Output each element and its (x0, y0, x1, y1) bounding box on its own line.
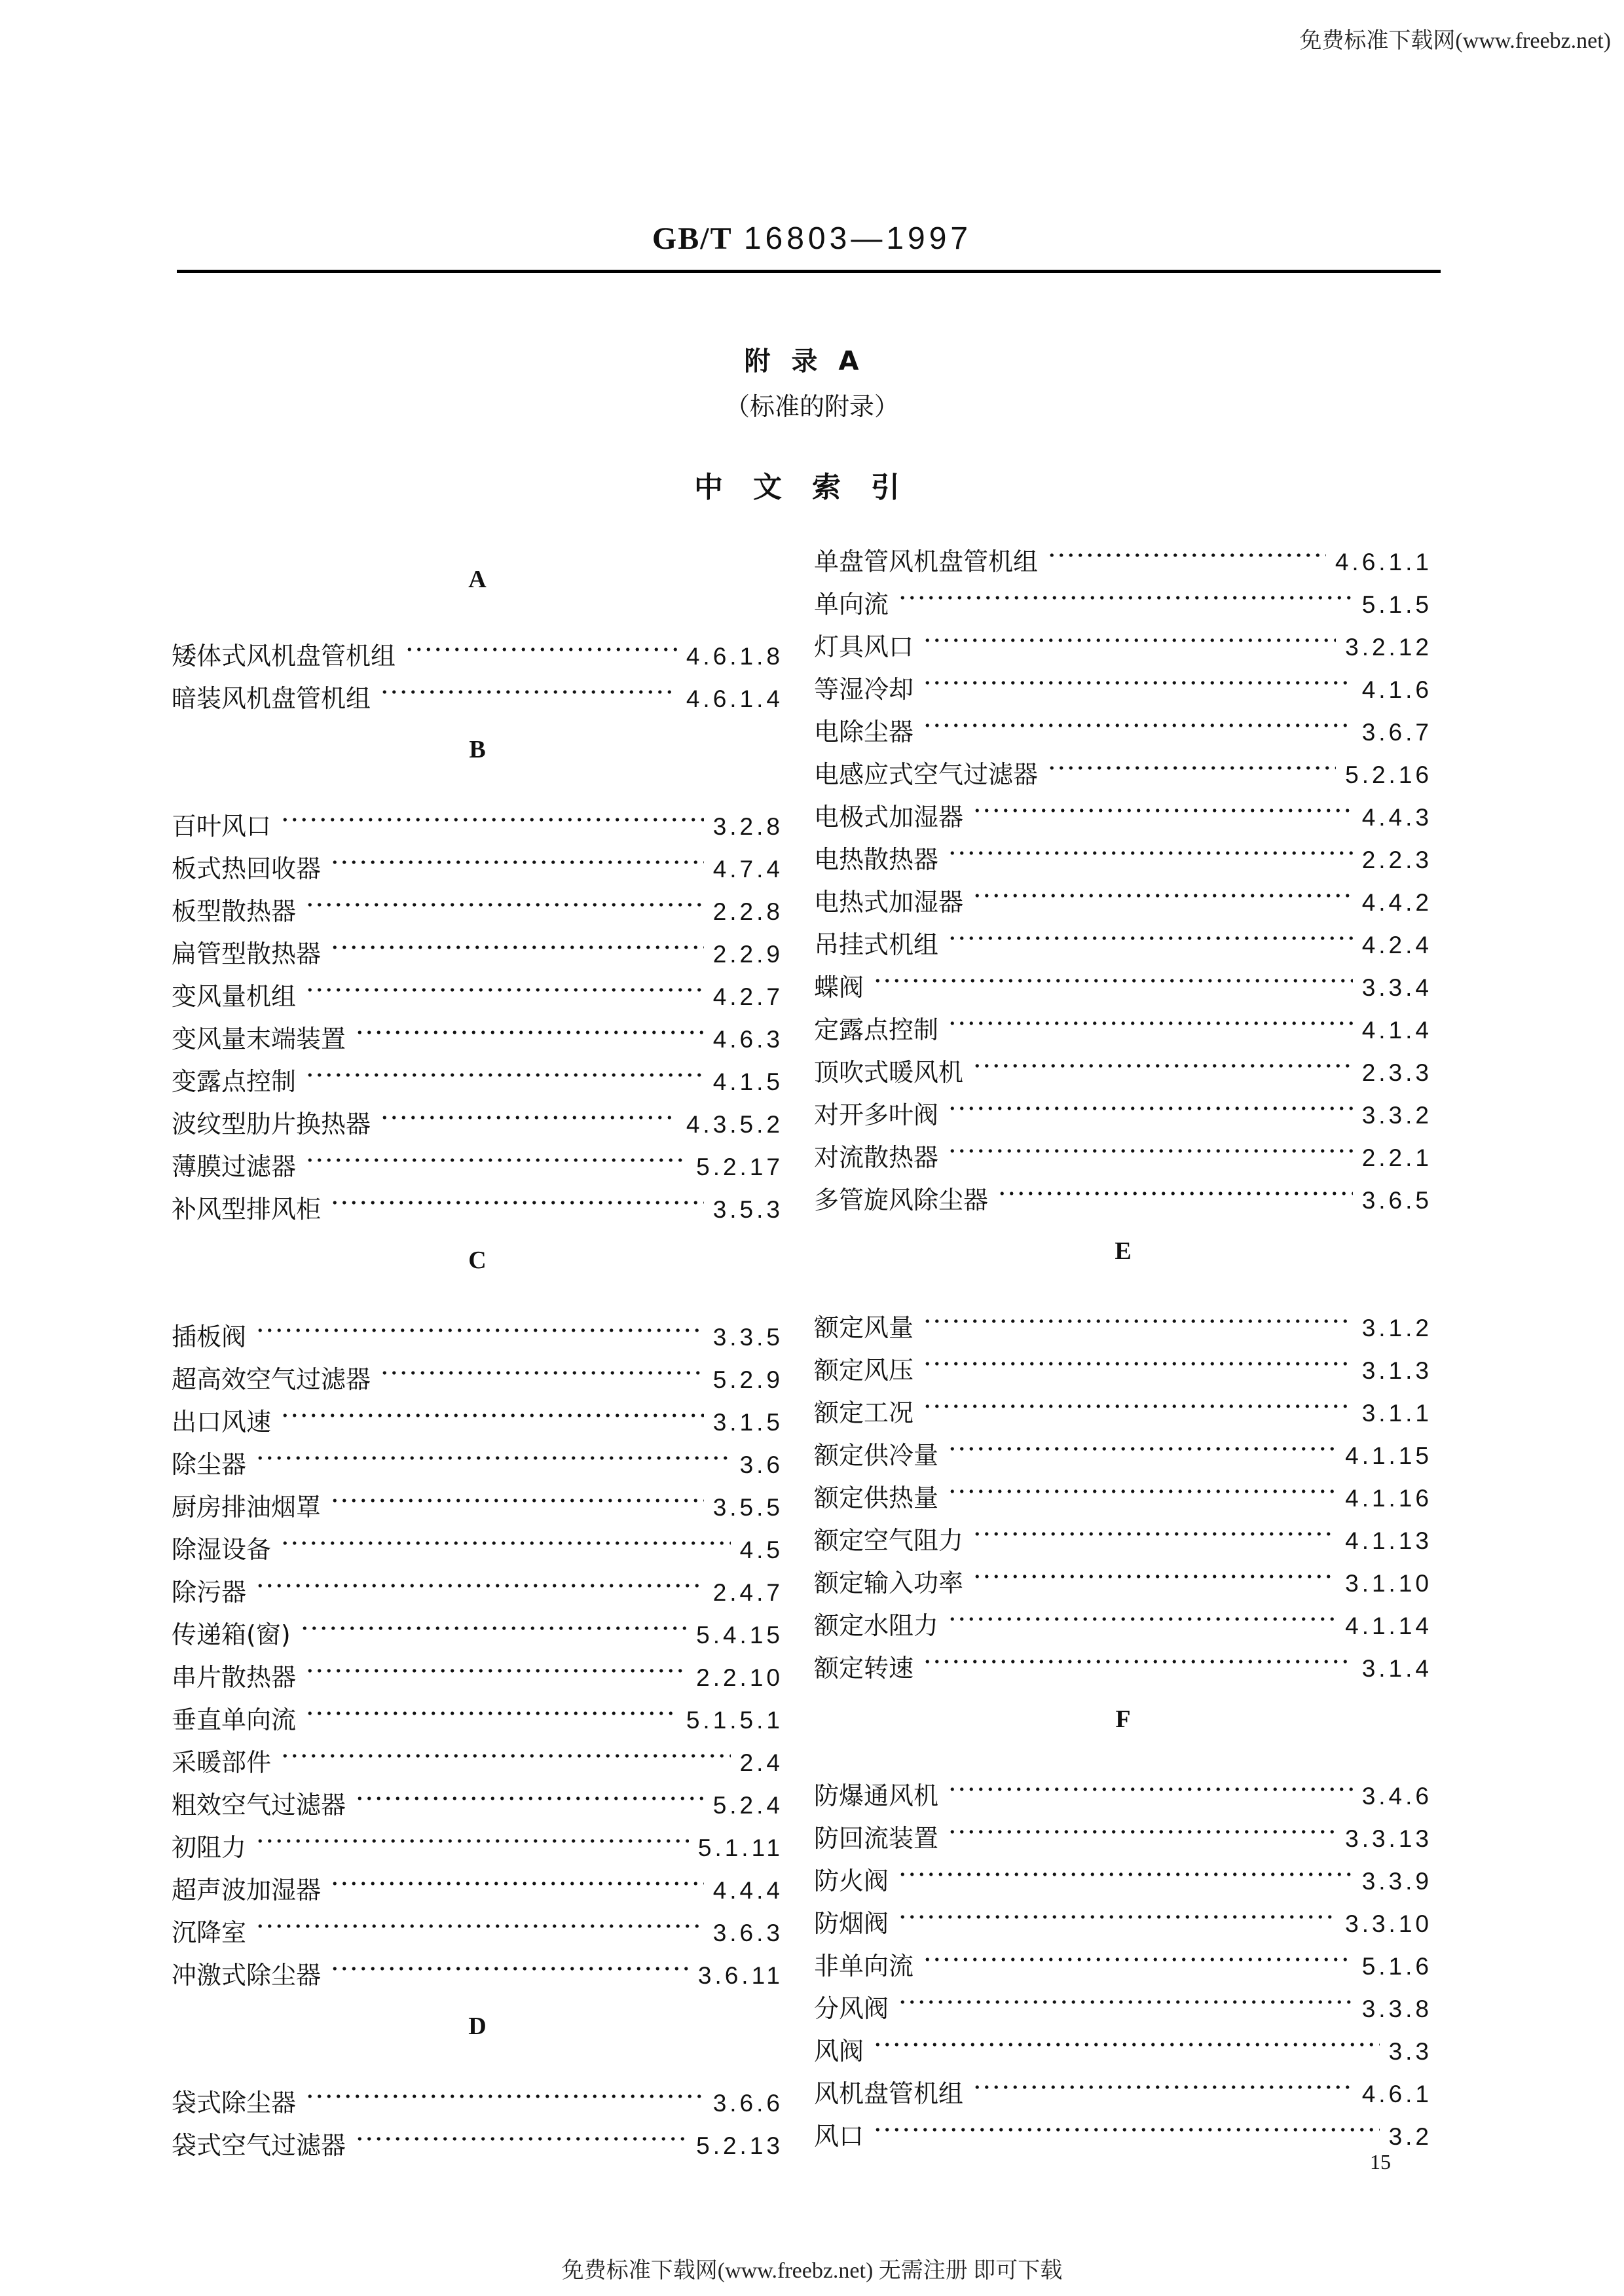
dot-leader (280, 1516, 731, 1558)
dot-leader (355, 2111, 687, 2154)
entry-term: 袋式除尘器 (172, 2088, 297, 2117)
header-rule (177, 270, 1441, 273)
entry-ref: 3.3.5 (712, 1324, 783, 1351)
dot-leader (280, 792, 704, 835)
entry-ref: 2.2.10 (696, 1664, 783, 1691)
dot-leader (923, 1932, 1353, 1975)
entry-term: 超声波加湿器 (172, 1876, 322, 1904)
entry-term: 除尘器 (172, 1450, 247, 1479)
entry-term: 薄膜过滤器 (172, 1152, 297, 1181)
entry-ref: 2.2.1 (1361, 1144, 1432, 1171)
dot-leader (873, 2017, 1380, 2060)
entry-term: 防烟阀 (814, 1909, 889, 1938)
section-letter-a: A (468, 566, 487, 593)
dot-leader (330, 835, 704, 877)
entry-term: 额定输入功率 (814, 1569, 964, 1597)
entry-term: 袋式空气过滤器 (172, 2131, 346, 2160)
entry-term: 厨房排油烟罩 (172, 1493, 322, 1522)
index-entry[interactable] (814, 1762, 1432, 1810)
entry-ref: 4.2.4 (1361, 932, 1432, 958)
entry-ref: 3.3.9 (1361, 1868, 1432, 1895)
index-entry[interactable] (172, 1473, 783, 1522)
dot-leader (898, 1975, 1353, 2017)
entry-ref: 4.4.4 (712, 1877, 783, 1904)
index-entry[interactable] (814, 613, 1432, 661)
entry-ref: 4.6.3 (712, 1026, 783, 1053)
entry-term: 分风阀 (814, 1994, 889, 2023)
entry-term: 补风型排风柜 (172, 1195, 322, 1224)
dot-leader (305, 962, 704, 1005)
entry-ref: 5.1.5.1 (686, 1707, 783, 1734)
dot-leader (972, 783, 1353, 826)
index-entry[interactable] (172, 1856, 783, 1904)
index-entry[interactable] (172, 1899, 783, 1947)
entry-ref: 3.2.8 (712, 813, 783, 840)
entry-ref: 4.1.6 (1361, 676, 1432, 703)
entry-term: 除湿设备 (172, 1535, 272, 1564)
entry-term: 粗效空气过滤器 (172, 1791, 346, 1819)
entry-ref: 4.2.7 (712, 983, 783, 1010)
entry-ref: 2.2.8 (712, 898, 783, 925)
entry-ref: 3.3 (1388, 2038, 1432, 2065)
entry-ref: 3.1.3 (1361, 1357, 1432, 1384)
entry-term: 灯具风口 (814, 632, 914, 661)
entry-ref: 4.1.14 (1345, 1613, 1432, 1639)
entry-term: 暗装风机盘管机组 (172, 684, 371, 713)
dot-leader (305, 2069, 704, 2111)
index-entry[interactable] (814, 996, 1432, 1044)
entry-ref: 5.2.9 (712, 1366, 783, 1393)
entry-term: 串片散热器 (172, 1663, 297, 1692)
entry-ref: 3.3.10 (1345, 1910, 1432, 1937)
index-entry[interactable] (172, 1558, 783, 1607)
dot-leader (898, 1889, 1336, 1932)
entry-term: 波纹型肋片换热器 (172, 1110, 371, 1139)
dot-leader (948, 1123, 1353, 1166)
dot-leader (948, 826, 1353, 868)
entry-term: 变风量末端装置 (172, 1025, 346, 1053)
entry-term: 顶吹式暖风机 (814, 1058, 964, 1087)
dot-leader (1047, 740, 1336, 783)
dot-leader (305, 1686, 677, 1728)
index-entry[interactable] (172, 1345, 783, 1394)
entry-ref: 3.1.2 (1361, 1315, 1432, 1341)
entry-ref: 3.2.12 (1345, 634, 1432, 661)
entry-ref: 2.2.3 (1361, 847, 1432, 873)
dot-leader (948, 1421, 1336, 1464)
dot-leader (923, 1379, 1353, 1421)
entry-term: 额定供热量 (814, 1484, 939, 1512)
entry-ref: 5.1.6 (1361, 1953, 1432, 1980)
dot-leader (330, 1941, 689, 1984)
dot-leader (873, 953, 1353, 996)
entry-term: 初阻力 (172, 1833, 247, 1862)
section-letter-d: D (468, 2013, 487, 2040)
entry-term: 电感应式空气过滤器 (814, 760, 1039, 789)
dot-leader (948, 1081, 1353, 1123)
entry-ref: 3.1.4 (1361, 1655, 1432, 1682)
entry-ref: 3.5.5 (712, 1494, 783, 1521)
entry-term: 电热式加湿器 (814, 888, 964, 917)
entry-term: 单盘管风机盘管机组 (814, 547, 1039, 576)
entry-term: 垂直单向流 (172, 1705, 297, 1734)
entry-ref: 3.3.8 (1361, 1995, 1432, 2022)
entry-term: 变风量机组 (172, 982, 297, 1011)
entry-ref: 2.4 (739, 1749, 783, 1776)
entry-term: 电热散热器 (814, 845, 939, 874)
appendix-title: 附录A (744, 346, 880, 376)
entry-ref: 5.2.16 (1345, 761, 1432, 788)
entry-ref: 2.3.3 (1361, 1059, 1432, 1086)
entry-ref: 3.6.6 (712, 2090, 783, 2117)
entry-ref: 4.1.16 (1345, 1485, 1432, 1512)
dot-leader (972, 1549, 1336, 1592)
watermark-top: 免费标准下载网(www.freebz.net) (1299, 29, 1611, 53)
entry-term: 电极式加湿器 (814, 803, 964, 831)
dot-leader (923, 655, 1353, 698)
entry-ref: 3.3.13 (1345, 1825, 1432, 1852)
standard-number: 16803—1997 (743, 221, 972, 256)
dot-leader (305, 1048, 704, 1090)
entry-term: 变露点控制 (172, 1067, 297, 1096)
appendix-subtitle: （标准的附录） (724, 392, 899, 421)
entry-ref: 3.6.11 (697, 1962, 783, 1989)
entry-term: 出口风速 (172, 1408, 272, 1436)
dot-leader (923, 613, 1336, 655)
watermark-bottom: 免费标准下载网(www.freebz.net) 无需注册 即可下载 (561, 2259, 1063, 2283)
entry-term: 风阀 (814, 2037, 864, 2066)
index-entry[interactable] (172, 792, 783, 841)
entry-term: 额定工况 (814, 1398, 914, 1427)
index-entry[interactable] (172, 1601, 783, 1649)
index-entry[interactable] (814, 1847, 1432, 1895)
entry-ref: 4.6.1 (1361, 2081, 1432, 2107)
dot-leader (380, 665, 677, 707)
entry-ref: 5.2.4 (712, 1792, 783, 1819)
standard-header (0, 220, 1624, 257)
index-entry[interactable] (814, 528, 1432, 576)
dot-leader (923, 1336, 1353, 1379)
dot-leader (305, 877, 704, 920)
entry-ref: 3.1.5 (712, 1409, 783, 1436)
dot-leader (923, 1634, 1353, 1677)
entry-term: 蝶阀 (814, 973, 864, 1002)
entry-term: 板型散热器 (172, 897, 297, 926)
entry-term: 防回流装置 (814, 1824, 939, 1853)
dot-leader (330, 1175, 704, 1218)
index-entry[interactable] (814, 1932, 1432, 1980)
entry-ref: 5.1.11 (697, 1834, 783, 1861)
dot-leader (305, 1133, 687, 1175)
section-letter-e: E (1115, 1237, 1132, 1265)
entry-ref: 4.4.2 (1361, 889, 1432, 916)
dot-leader (972, 1506, 1336, 1549)
entry-ref: 4.6.1.8 (686, 643, 783, 670)
index-entry[interactable] (814, 2060, 1432, 2108)
index-entry[interactable] (172, 1813, 783, 1862)
section-letter-b: B (469, 736, 486, 763)
entry-ref: 3.3.2 (1361, 1102, 1432, 1129)
entry-ref: 4.4.3 (1361, 804, 1432, 831)
entry-term: 扁管型散热器 (172, 939, 322, 968)
dot-leader (405, 622, 677, 665)
entry-term: 插板阀 (172, 1322, 247, 1351)
entry-ref: 3.6.7 (1361, 719, 1432, 746)
dot-leader (997, 1166, 1353, 1209)
entry-term: 多管旋风除尘器 (814, 1186, 989, 1214)
index-column-right (814, 528, 1432, 2151)
entry-term: 冲激式除尘器 (172, 1961, 322, 1990)
entry-term: 沉降室 (172, 1918, 247, 1947)
entry-term: 单向流 (814, 590, 889, 619)
index-entry[interactable] (172, 1430, 783, 1479)
entry-term: 传递箱(窗) (172, 1620, 291, 1649)
entry-ref: 5.1.5 (1361, 591, 1432, 618)
entry-term: 板式热回收器 (172, 854, 322, 883)
entry-ref: 4.6.1.4 (686, 685, 783, 712)
entry-ref: 4.5 (739, 1537, 783, 1563)
entry-ref: 3.4.6 (1361, 1783, 1432, 1810)
dot-leader (280, 1388, 704, 1430)
entry-term: 额定水阻力 (814, 1611, 939, 1640)
entry-term: 防爆通风机 (814, 1781, 939, 1810)
dot-leader (255, 1303, 704, 1345)
entry-ref: 3.6.3 (712, 1920, 783, 1946)
index-entry[interactable] (814, 570, 1432, 619)
entry-term: 非单向流 (814, 1952, 914, 1980)
dot-leader (330, 1856, 704, 1899)
dot-leader (972, 1038, 1353, 1081)
entry-term: 额定转速 (814, 1654, 914, 1683)
entry-term: 额定风量 (814, 1313, 914, 1342)
dot-leader (1047, 528, 1326, 570)
dot-leader (255, 1813, 689, 1856)
entry-ref: 3.2 (1388, 2123, 1432, 2150)
entry-ref: 4.7.4 (712, 856, 783, 883)
entry-term: 风口 (814, 2122, 864, 2151)
entry-ref: 5.4.15 (696, 1622, 783, 1649)
entry-term: 额定供冷量 (814, 1441, 939, 1470)
index-entry[interactable] (814, 1975, 1432, 2023)
entry-ref: 3.6.5 (1361, 1187, 1432, 1214)
dot-leader (330, 920, 704, 962)
entry-ref: 3.1.1 (1361, 1400, 1432, 1427)
index-entry[interactable] (172, 2069, 783, 2117)
entry-term: 等湿冷却 (814, 675, 914, 704)
dot-leader (380, 1345, 704, 1388)
dot-leader (300, 1601, 687, 1643)
entry-term: 电除尘器 (814, 718, 914, 746)
index-column-left (172, 537, 783, 2160)
index-entry[interactable] (814, 1889, 1432, 1938)
entry-term: 对开多叶阀 (814, 1101, 939, 1129)
dot-leader (948, 996, 1353, 1038)
dot-leader (355, 1005, 704, 1048)
dot-leader (948, 1464, 1336, 1506)
index-entry[interactable] (172, 622, 783, 670)
dot-leader (972, 868, 1353, 911)
standard-prefix: GB/T (652, 221, 733, 256)
dot-leader (280, 1728, 731, 1771)
dot-leader (380, 1090, 677, 1133)
entry-term: 额定空气阻力 (814, 1526, 964, 1555)
dot-leader (923, 698, 1353, 740)
dot-leader (948, 911, 1353, 953)
dot-leader (923, 1294, 1353, 1336)
index-title: 中文索引 (694, 471, 930, 504)
dot-leader (255, 1899, 704, 1941)
dot-leader (898, 570, 1353, 613)
index-entry[interactable] (814, 1294, 1432, 1342)
page-number: 15 (1370, 2150, 1391, 2174)
dot-leader (948, 1592, 1336, 1634)
dot-leader (330, 1473, 704, 1516)
entry-ref: 2.2.9 (712, 941, 783, 968)
entry-ref: 3.3.4 (1361, 974, 1432, 1001)
index-entry[interactable] (814, 2017, 1432, 2066)
entry-ref: 5.2.13 (696, 2132, 783, 2159)
entry-term: 超高效空气过滤器 (172, 1365, 371, 1394)
dot-leader (972, 2060, 1353, 2102)
entry-ref: 4.1.5 (712, 1068, 783, 1095)
entry-ref: 3.1.10 (1345, 1570, 1432, 1597)
index-entry[interactable] (172, 1941, 783, 1990)
dot-leader (255, 1558, 704, 1601)
dot-leader (355, 1771, 704, 1813)
entry-ref: 4.1.13 (1345, 1527, 1432, 1554)
section-letter-f: F (1115, 1705, 1131, 1733)
index-entry[interactable] (814, 2102, 1432, 2151)
entry-ref: 4.3.5.2 (686, 1111, 783, 1138)
entry-term: 定露点控制 (814, 1015, 939, 1044)
entry-term: 吊挂式机组 (814, 930, 939, 959)
entry-ref: 3.5.3 (712, 1196, 783, 1223)
entry-ref: 4.1.4 (1361, 1017, 1432, 1044)
entry-term: 百叶风口 (172, 812, 272, 841)
entry-term: 除污器 (172, 1578, 247, 1607)
entry-ref: 4.6.1.1 (1335, 549, 1432, 575)
dot-leader (873, 2102, 1380, 2145)
dot-leader (255, 1430, 731, 1473)
entry-term: 风机盘管机组 (814, 2079, 964, 2108)
dot-leader (948, 1804, 1336, 1847)
entry-term: 矮体式风机盘管机组 (172, 642, 396, 670)
dot-leader (898, 1847, 1353, 1889)
index-entry[interactable] (172, 1303, 783, 1351)
entry-term: 采暖部件 (172, 1748, 272, 1777)
entry-ref: 4.1.15 (1345, 1442, 1432, 1469)
dot-leader (948, 1762, 1353, 1804)
entry-ref: 2.4.7 (712, 1579, 783, 1606)
entry-term: 防火阀 (814, 1867, 889, 1895)
entry-ref: 3.6 (739, 1451, 783, 1478)
entry-term: 额定风压 (814, 1356, 914, 1385)
dot-leader (305, 1643, 687, 1686)
entry-ref: 5.2.17 (696, 1154, 783, 1180)
section-letter-c: C (468, 1247, 487, 1274)
index-entry[interactable] (814, 953, 1432, 1002)
entry-term: 对流散热器 (814, 1143, 939, 1172)
